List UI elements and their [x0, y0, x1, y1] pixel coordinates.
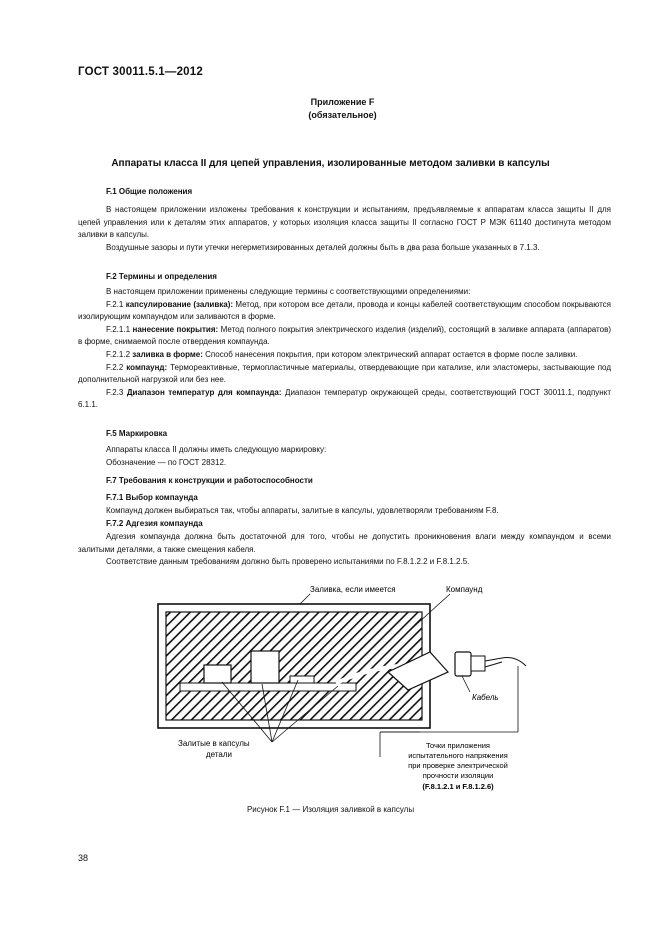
section-f71-body [78, 505, 611, 518]
definition-term: нанесение покрытия: [132, 324, 219, 334]
paragraph: Соответствие данным требованиям должно быть проверено испытаниями по F.8.1.2.2 и F.8.1.2.5. [106, 557, 470, 567]
definition-number: F.2.1 [106, 299, 126, 309]
definition-term: заливка в форме: [132, 349, 203, 359]
definition-number: F.2.1.1 [106, 324, 133, 334]
paragraph: Компаунд должен выбираться так, чтобы аппараты, залитые в капсулы, удовлетворяли требованиям F.8. [106, 506, 499, 515]
paragraph: Адгезия компаунда должна быть достаточной для того, чтобы не допустить проникновения влаги между компаундом и всеми залитыми деталями, а также смещения кабеля. [78, 532, 611, 554]
component-middle [251, 651, 279, 683]
annex-title: Аппараты класса II для цепей управления, изолированные методом заливки в капсулы [111, 158, 550, 169]
label-parts-line1: Залитые в капсулы [178, 739, 250, 748]
label-compound: Компаунд [446, 585, 483, 594]
section-f2-body [78, 286, 611, 412]
paragraph: Воздушные зазоры и пути утечки негерметизированных деталей должны быть в два раза больше указанных в 7.1.3. [106, 242, 540, 252]
annex-status: (обязательное) [308, 110, 377, 120]
definition-number: F.2.3 [106, 387, 127, 397]
section-f2-heading: F.2 Термины и определения [106, 272, 217, 281]
section-f1-body [78, 204, 611, 254]
document-number: ГОСТ 30011.5.1—2012 [78, 66, 203, 78]
definition [78, 362, 611, 387]
section-f72-body [78, 531, 611, 569]
paragraph: В настоящем приложении изложены требования к конструкции и испытаниям, предъявляемые к аппаратам класса защиты II для цепей управления или к деталям этих аппаратов, у которых изоляция класса защиты II согласно ГОСТ Р МЭК 61140 достигнута методом заливки в капсулы. [78, 205, 611, 240]
definition [78, 349, 611, 362]
label-points-line2: испытательного напряжения [408, 751, 508, 760]
definition-text: Диапазон температур окружающей среды, соответствующий ГОСТ 30011.1, подпункт 6.1.1. [78, 387, 611, 410]
section-f7-heading: F.7 Требования к конструкции и работоспособности [106, 476, 313, 485]
definition [78, 387, 611, 412]
definition-term: капсулирование (заливка): [125, 299, 234, 309]
component-left [204, 665, 231, 683]
definition [78, 299, 611, 324]
section-f72-heading: F.7.2 Адгезия компаунда [106, 519, 203, 528]
definition-text: Способ нанесения покрытия, при котором электрический аппарат остается в форме после заливки. [202, 349, 578, 359]
paragraph: В настоящем приложении применены следующие термины с соответствующими определениями: [106, 287, 471, 296]
definition-term: компаунд: [126, 362, 168, 372]
definition [78, 324, 611, 349]
section-f5-body [78, 444, 611, 469]
cable-wires [485, 657, 526, 667]
cable-conductor [471, 656, 485, 671]
figure-encapsulation-diagram [150, 582, 540, 807]
paragraph: Аппараты класса II должны иметь следующую маркировку: [106, 445, 327, 454]
section-f1-heading: F.1 Общие положения [106, 187, 193, 196]
section-f5-heading: F.5 Маркировка [106, 429, 168, 438]
label-points-line5: (F.8.1.2.1 и F.8.1.2.6) [422, 782, 494, 791]
figure-caption: Рисунок F.1 — Изоляция заливкой в капсулы [246, 805, 415, 814]
definition-text: Метод полного покрытия электрического изделия (изделий), состоящий в заливке аппарата (аппаратов) в форме, снимаемой после отвердения компаунда. [78, 324, 611, 347]
definition-number: F.2.1.2 [106, 349, 133, 359]
paragraph: Обозначение — по ГОСТ 28312. [106, 457, 227, 467]
cable-end [455, 652, 471, 676]
label-points-line1: Точки приложения [425, 741, 491, 750]
label-parts-line2: детали [206, 750, 233, 759]
label-cable: Кабель [472, 693, 499, 702]
annex-label: Приложение F [310, 97, 375, 107]
definition-term: Диапазон температур для компаунда: [126, 387, 282, 397]
page-number: 38 [78, 853, 89, 863]
section-f71-heading: F.7.1 Выбор компаунда [106, 493, 198, 502]
definition-text: Метод, при котором все детали, провода и концы кабелей соответствующим способом покрываются изолирующим компаундом или заливаются в форме. [78, 299, 611, 322]
circuit-board [180, 683, 356, 691]
label-points-line4: прочности изоляции [422, 771, 494, 780]
definition-number: F.2.2 [106, 362, 127, 372]
definition-text: Термореактивные, термопластичные материалы, отвердевающие при катализе, или эластомеры, застывающие под дополнительной нагрузкой или без нее. [78, 362, 611, 385]
label-fill: Заливка, если имеется [310, 585, 396, 594]
label-points-line3: при проверке электрической [408, 761, 508, 770]
component-small [290, 676, 314, 683]
